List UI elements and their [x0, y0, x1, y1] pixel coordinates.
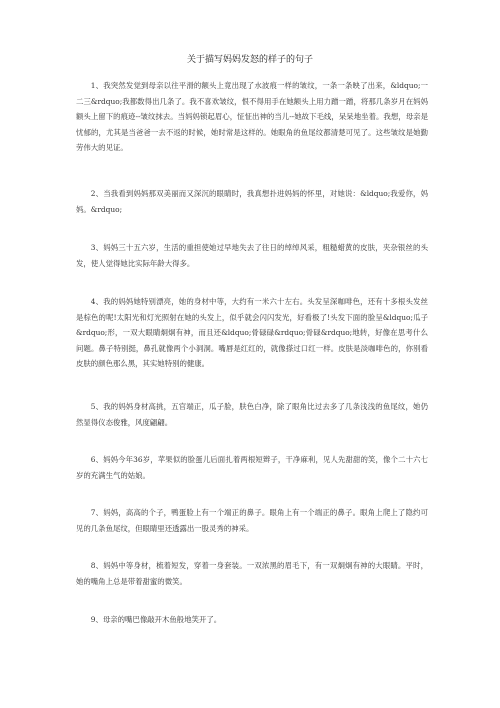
- paragraph-6: 6、妈妈今年36岁，苹果似的脸蛋儿后面扎着两根短辫子，干净麻利，见人先甜甜的笑，像个二十六七岁的充满生气的姑娘。: [76, 455, 428, 480]
- paragraph-9: 9、母亲的嘴巴像敲开木鱼般地笑开了。: [90, 615, 222, 624]
- paragraph-8: 8、妈妈中等身材，梳着短发，穿着一身套装。一双浓黑的眉毛下，有一双炯炯有神的大眼睛。平时，她的嘴角上总是带着甜蜜的微笑。: [76, 561, 428, 586]
- paragraph-4: 4、我的妈妈她特别漂亮，她的身材中等，大约有一米六十左右。头发呈深咖啡色，还有十多根头发丝是棕色的呢!太阳光和灯光照射在她的头发上，似乎就会闪闪发光，好看极了!头发下面的脸呈&ldquo;瓜子&rdquo;形，一双大眼睛炯炯有神，而且还&ldquo;骨碌碌&rdquo;骨碌&rdquo;地转，好像在思考什么问题。鼻子特别挺，鼻孔就像两个小洞洞。嘴唇是红红的，就像搽过口红一样。皮肤是淡咖啡色的，你别看皮肤的颜色那么黑，其实她特别的健康。: [76, 297, 428, 368]
- paragraph-7: 7、妈妈，高高的个子，鸭蛋脸上有一个端正的鼻子。眼角上有一个端正的鼻子。眼角上爬上了隐约可见的几条鱼尾纹，但眼睛里还透露出一股灵秀的神采。: [76, 508, 428, 533]
- paragraph-1: 1、我突然发觉到母亲以往平滑的额头上竟出现了水波痕一样的皱纹，一条一条映了出来，&ldquo;一二三&rdquo;我都数得出几条了。我不喜欢皱纹，恨不得用手在她额头上用力蹭一蹭，将那几条岁月在妈妈额头上留下的痕迹--皱纹抹去。当妈妈锁起眉心，怔怔出神的当儿--她故下毛线，呆呆地坐着。我想，母亲是忧郁的，尤其是当爸爸一去不返的时候，她时常是这样的。她眼角的鱼尾纹都清楚可见了。这些皱纹是她勤劳伟大的见证。: [76, 81, 428, 152]
- paragraph-5: 5、我的妈妈身材高挑，五官端正，瓜子脸，肤色白净，除了眼角比过去多了几条浅浅的鱼尾纹，她仍然显得仪态俊雅，风度翩翩。: [76, 402, 428, 427]
- document-title: 关于描写妈妈发怒的样子的句子: [186, 55, 313, 65]
- paragraph-2: 2、当我看到妈妈那双美丽而又深沉的眼睛时，我真想扑进妈妈的怀里，对她说：&ldquo;我爱你，妈妈。&rdquo;: [76, 189, 428, 214]
- paragraph-3: 3、妈妈三十五六岁，生活的重担使她过早地失去了往日的绰绰风采，粗糙蜡黄的皮肤，夹杂银丝的头发，使人觉得她比实际年龄大得多。: [76, 243, 428, 268]
